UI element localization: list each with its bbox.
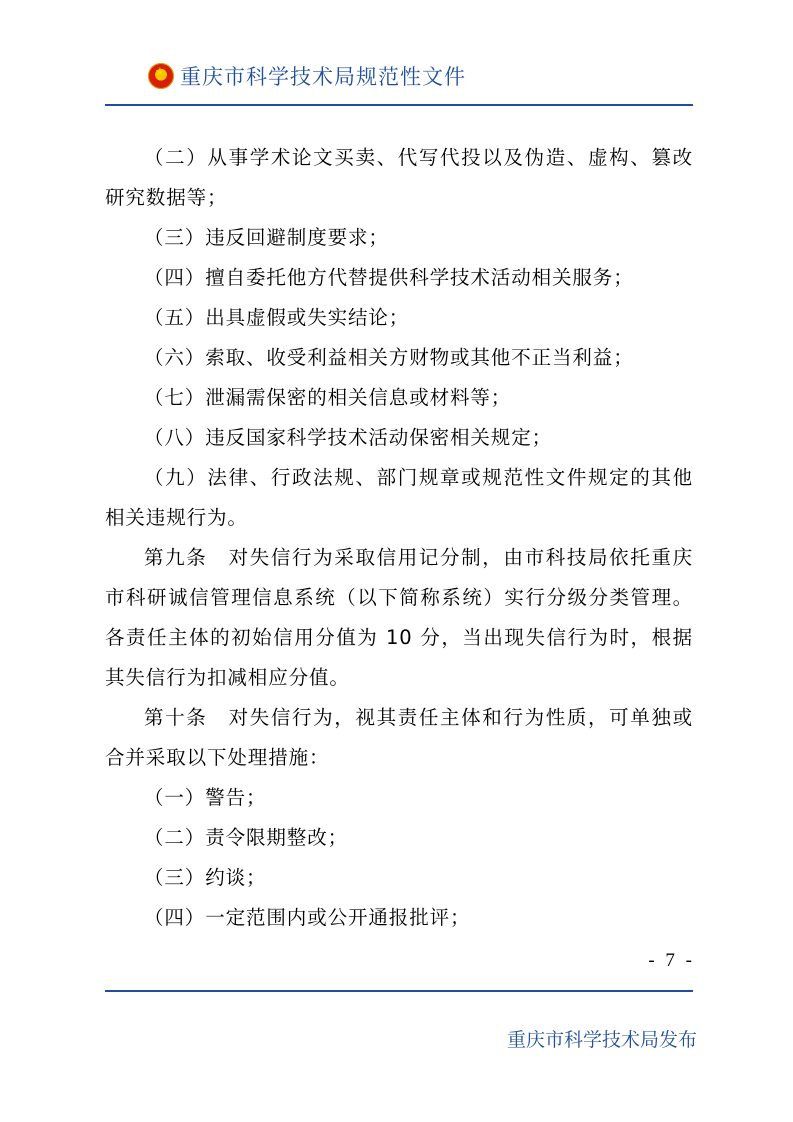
body-paragraph: （四）一定范围内或公开通报批评；: [144, 906, 471, 929]
body-paragraph: （八）违反国家科学技术活动保密相关规定；: [144, 426, 553, 449]
body-paragraph: （一）警告；: [144, 786, 267, 809]
body-paragraph: （九）法律、行政法规、部门规章或规范性文件规定的其他相关违规行为。: [105, 466, 693, 529]
footer-divider: [105, 990, 693, 992]
article-9-paragraph: 第九条 对失信行为采取信用记分制，由市科技局依托重庆市科研诚信管理信息系统（以下简称系统）实行分级分类管理。各责任主体的初始信用分值为 10 分，当出现失信行为时，根据其失信行为扣减相应分值。: [105, 546, 693, 689]
header-divider: [105, 104, 693, 106]
body-paragraph: （五）出具虚假或失实结论；: [144, 306, 410, 329]
article-10-paragraph: 第十条 对失信行为，视其责任主体和行为性质，可单独或合并采取以下处理措施：: [105, 706, 693, 769]
body-paragraph: （三）违反回避制度要求；: [144, 226, 389, 249]
body-paragraph: （六）索取、收受利益相关方财物或其他不正当利益；: [144, 346, 634, 369]
body-paragraph: （三）约谈；: [144, 866, 267, 889]
document-header: [148, 56, 466, 96]
body-paragraph: （七）泄漏需保密的相关信息或材料等；: [144, 386, 512, 409]
body-paragraph: （四）擅自委托他方代替提供科学技术活动相关服务；: [144, 266, 634, 289]
footer-publisher: 重庆市科学技术局发布: [506, 1029, 697, 1051]
body-paragraph: （二）从事学术论文买卖、代写代投以及伪造、虚构、篡改研究数据等；: [105, 146, 693, 209]
national-emblem-icon: [148, 63, 174, 89]
header-title: 重庆市科学技术局规范性文件: [180, 65, 466, 89]
body-paragraph: （二）责令限期整改；: [144, 826, 349, 849]
page-number: - 7 -: [648, 950, 695, 971]
document-body: [105, 138, 693, 938]
